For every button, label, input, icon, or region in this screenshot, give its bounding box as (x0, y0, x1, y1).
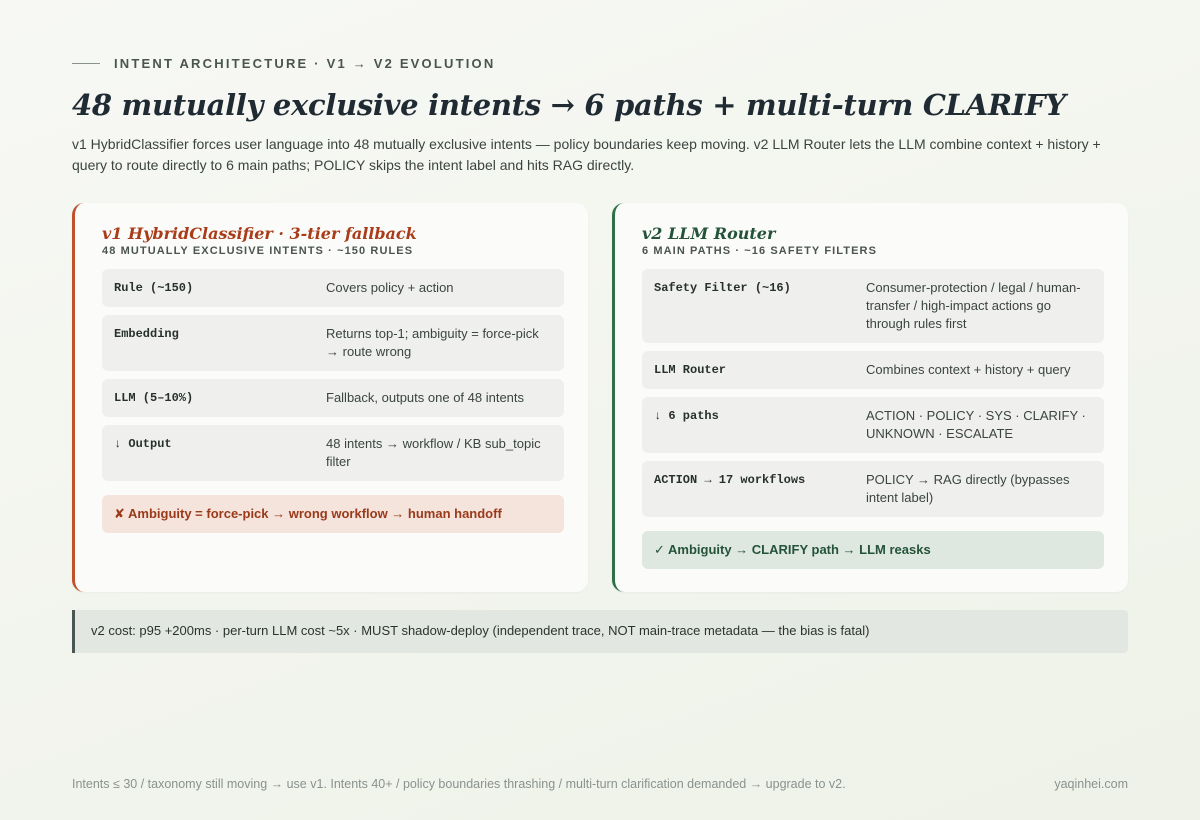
eyebrow-rule (72, 63, 100, 64)
v1-row-value: Fallback, outputs one of 48 intents (326, 390, 525, 405)
v1-row-key: LLM (5–10%) (114, 391, 194, 405)
v2-row (642, 269, 1104, 343)
v2-card-subtitle: 6 MAIN PATHS · ~16 SAFETY FILTERS (642, 245, 878, 257)
v2-row-key: ACTION → 17 workflows (654, 473, 806, 487)
v2-row-value: POLICY → RAG directly (bypasses intent label) (866, 472, 1070, 505)
eyebrow (72, 56, 495, 71)
v1-row (102, 269, 564, 307)
v1-row-key: Rule (~150) (114, 281, 194, 295)
v2-row-key: Safety Filter (~16) (654, 281, 791, 295)
page-title: 48 mutually exclusive intents → 6 paths + multi-turn CLARIFY (72, 88, 1066, 122)
v1-row (102, 425, 564, 481)
footer-guidance: Intents ≤ 30 / taxonomy still moving → use v1. Intents 40+ / policy boundaries thrashing / multi-turn clarification demanded → upgrade to v2. (72, 777, 846, 791)
v2-card-title: v2 LLM Router (642, 224, 776, 243)
v1-card-subtitle: 48 MUTUALLY EXCLUSIVE INTENTS · ~150 RULES (102, 245, 414, 257)
v2-success-note: ✓ Ambiguity → CLARIFY path → LLM reasks (642, 531, 1104, 569)
v1-row (102, 315, 564, 371)
v2-row-value: Consumer-protection / legal / human-transfer / high-impact actions go through rules first (866, 280, 1081, 331)
v2-row (642, 397, 1104, 453)
v2-row-key: LLM Router (654, 363, 727, 377)
v1-card-title: v1 HybridClassifier · 3-tier fallback (102, 224, 417, 243)
v2-row (642, 461, 1104, 517)
eyebrow-text: INTENT ARCHITECTURE · V1 → V2 EVOLUTION (114, 56, 496, 71)
v1-row (102, 379, 564, 417)
v1-row-value: Covers policy + action (326, 280, 454, 295)
v1-row-value: 48 intents → workflow / KB sub_topic filter (326, 436, 541, 469)
v1-row-key: Embedding (114, 327, 179, 341)
v2-row-key: ↓ 6 paths (654, 409, 719, 423)
v1-row-value: Returns top-1; ambiguity = force-pick → route wrong (326, 326, 539, 359)
v2-card (612, 203, 1128, 592)
cost-callout: v2 cost: p95 +200ms · per-turn LLM cost ~5x · MUST shadow-deploy (independent trace, NOT main-trace metadata — the bias is fatal) (72, 610, 1128, 653)
v1-warning-note: ✘ Ambiguity = force-pick → wrong workflow → human handoff (102, 495, 564, 533)
footer-site-link[interactable]: yaqinhei.com (1054, 777, 1128, 791)
footer (72, 777, 1128, 791)
v2-row (642, 351, 1104, 389)
v1-card (72, 203, 588, 592)
v1-row-key: ↓ Output (114, 437, 172, 451)
intro-paragraph: v1 HybridClassifier forces user language into 48 mutually exclusive intents — policy boundaries keep moving. v2 LLM Router lets the LLM combine context + history + query to route directly to 6 main paths; POLICY skips the intent label and hits RAG directly. (72, 136, 1101, 173)
v2-rows (642, 269, 1104, 517)
v2-row-value: Combines context + history + query (866, 362, 1071, 377)
v1-rows (102, 269, 564, 481)
v2-row-value: ACTION · POLICY · SYS · CLARIFY · UNKNOWN · ESCALATE (866, 408, 1086, 441)
